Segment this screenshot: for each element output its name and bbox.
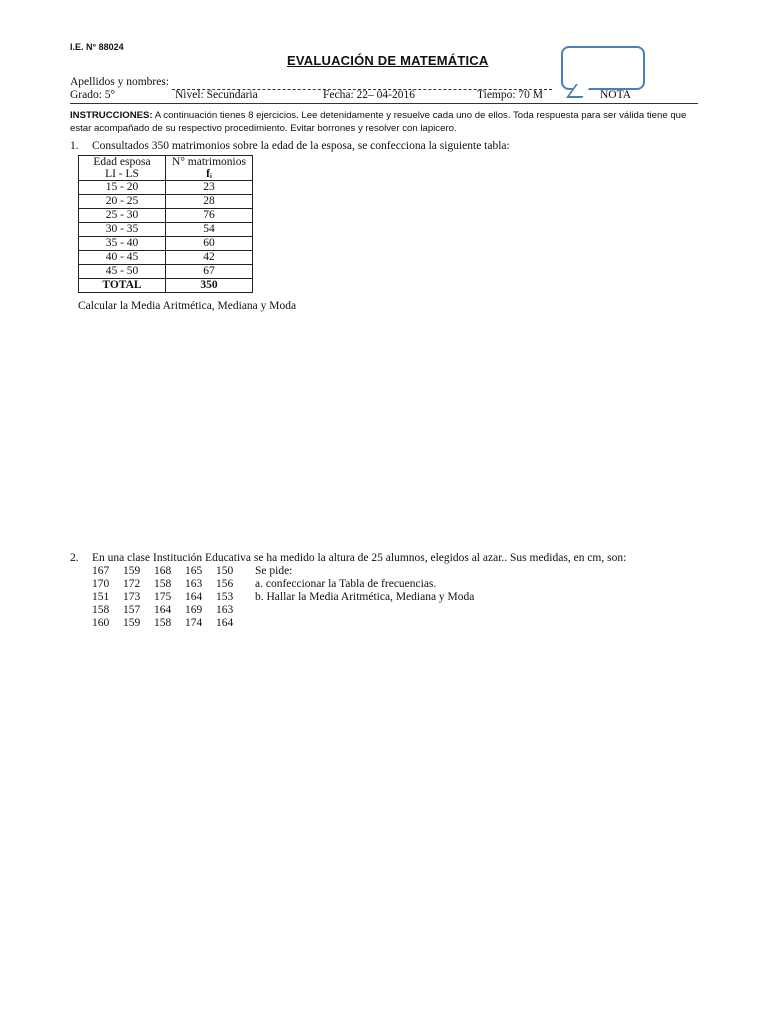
height-data-row <box>92 578 247 590</box>
total-label: TOTAL <box>79 279 166 293</box>
height-value: 157 <box>123 604 141 616</box>
interval-cell: 35 - 40 <box>79 237 166 251</box>
grade-box <box>561 46 645 90</box>
name-label: Apellidos y nombres: <box>70 76 170 88</box>
task-b: b. Hallar la Media Aritmética, Mediana y Moda <box>255 591 475 603</box>
frequency-cell: 60 <box>166 237 253 251</box>
height-value: 165 <box>185 565 203 577</box>
age-header-line2: LI - LS <box>105 168 139 180</box>
height-value: 150 <box>216 565 234 577</box>
exam-time: Tiempo: 70 M <box>477 89 544 101</box>
height-value: 159 <box>123 617 141 629</box>
height-value: 164 <box>154 604 172 616</box>
frequency-cell: 42 <box>166 251 253 265</box>
table-header-row <box>79 156 253 181</box>
height-value: 170 <box>92 578 110 590</box>
height-value: 169 <box>185 604 203 616</box>
frequency-cell: 67 <box>166 265 253 279</box>
age-header-line1: Edad esposa <box>93 156 151 168</box>
height-data-row <box>92 617 247 629</box>
table-row <box>79 209 253 223</box>
instructions-text: A continuación tienes 8 ejercicios. Lee detenidamente y resuelve cada uno de ellos. Toda respuesta para ser válida tiene que estar acompañado de su respectivo procedimiento. Evitar borrones y resolver con lapicero. <box>70 110 687 134</box>
school-name: I.E. N° 88024 <box>70 42 124 52</box>
height-value: 158 <box>92 604 110 616</box>
interval-cell: 25 - 30 <box>79 209 166 223</box>
interval-cell: 40 - 45 <box>79 251 166 265</box>
frequency-cell: 54 <box>166 223 253 237</box>
height-data-row <box>92 604 247 616</box>
header-divider <box>70 103 698 104</box>
table-row <box>79 195 253 209</box>
table-header-count <box>166 156 253 181</box>
exam-date: Fecha: 22– 04-2016 <box>323 89 415 101</box>
height-value: 164 <box>216 617 234 629</box>
instructions-label: INSTRUCCIONES: <box>70 110 153 121</box>
task-a: a. confeccionar la Tabla de frecuencias. <box>255 578 437 590</box>
table-row <box>79 181 253 195</box>
frequency-table <box>78 155 253 293</box>
height-value: 164 <box>185 591 203 603</box>
height-data-row <box>92 565 247 577</box>
height-value: 172 <box>123 578 141 590</box>
table-row <box>79 265 253 279</box>
interval-cell: 15 - 20 <box>79 181 166 195</box>
count-header-line2: fᵢ <box>206 168 212 180</box>
task-intro: Se pide: <box>255 565 293 577</box>
table-total-row <box>79 279 253 293</box>
height-value: 153 <box>216 591 234 603</box>
frequency-cell: 28 <box>166 195 253 209</box>
table-row <box>79 237 253 251</box>
height-value: 158 <box>154 617 172 629</box>
grade-level: Grado: 5° <box>70 89 116 101</box>
education-level: Nivel: Secundaria <box>175 89 258 101</box>
height-value: 168 <box>154 565 172 577</box>
frequency-cell: 23 <box>166 181 253 195</box>
frequency-cell: 76 <box>166 209 253 223</box>
height-value: 160 <box>92 617 110 629</box>
table-row <box>79 251 253 265</box>
height-value: 156 <box>216 578 234 590</box>
interval-cell: 30 - 35 <box>79 223 166 237</box>
height-value: 173 <box>123 591 141 603</box>
exercise-2-number: 2. <box>70 552 79 564</box>
count-header-line1: N° matrimonios <box>172 156 246 168</box>
interval-cell: 45 - 50 <box>79 265 166 279</box>
exercise-1-number: 1. <box>70 140 79 152</box>
nota-label: NOTA <box>600 89 632 101</box>
height-value: 167 <box>92 565 110 577</box>
height-value: 158 <box>154 578 172 590</box>
height-value: 163 <box>185 578 203 590</box>
height-value: 175 <box>154 591 172 603</box>
height-value: 163 <box>216 604 234 616</box>
instructions <box>70 109 710 135</box>
height-data-row <box>92 591 247 603</box>
table-header-age <box>79 156 166 181</box>
exercise-1-question: Calcular la Media Aritmética, Mediana y Moda <box>78 300 297 312</box>
height-value: 159 <box>123 565 141 577</box>
total-value: 350 <box>166 279 253 293</box>
exam-title: EVALUACIÓN DE MATEMÁTICA <box>287 53 489 68</box>
height-value: 174 <box>185 617 203 629</box>
table-row <box>79 223 253 237</box>
interval-cell: 20 - 25 <box>79 195 166 209</box>
exercise-2-statement: En una clase Institución Educativa se ha medido la altura de 25 alumnos, elegidos al azar.. Sus medidas, en cm, son: <box>92 552 627 564</box>
height-value: 151 <box>92 591 110 603</box>
exercise-1-statement: Consultados 350 matrimonios sobre la edad de la esposa, se confecciona la siguiente tabla: <box>92 140 510 152</box>
